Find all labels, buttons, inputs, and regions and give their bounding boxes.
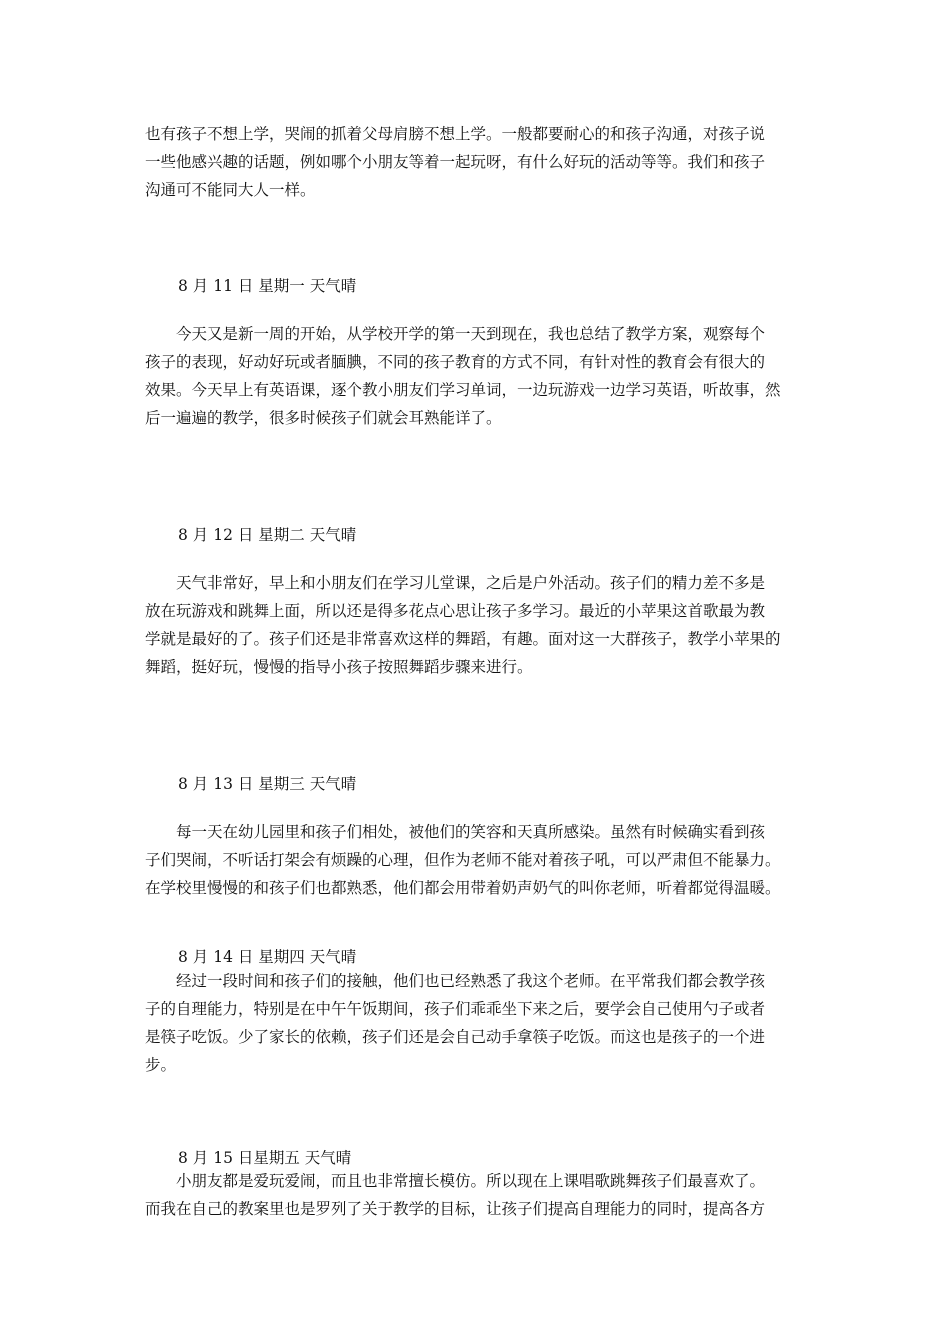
intro-paragraph: [145, 120, 815, 204]
entry-date-heading: 8 月 11 日 星期一 天气晴: [178, 277, 357, 295]
paragraph-line: 一些他感兴趣的话题，例如哪个小朋友等着一起玩呀，有什么好玩的活动等等。我们和孩子: [145, 153, 766, 171]
paragraph-line: 今天又是新一周的开始，从学校开学的第一天到现在，我也总结了教学方案，观察每个: [145, 325, 766, 343]
entry-date-heading: 8 月 15 日星期五 天气晴: [178, 1149, 352, 1167]
paragraph-line: 孩子的表现，好动好玩或者腼腆，不同的孩子教育的方式不同，有针对性的教育会有很大的: [145, 353, 766, 371]
paragraph-line: 而我在自己的教案里也是罗列了关于教学的目标，让孩子们提高自理能力的同时，提高各方: [145, 1200, 766, 1218]
paragraph-line: 后一遍遍的教学，很多时候孩子们就会耳熟能详了。: [145, 409, 502, 427]
paragraph-line: 是筷子吃饭。少了家长的依赖，孩子们还是会自己动手拿筷子吃饭。而这也是孩子的一个进: [145, 1028, 766, 1046]
paragraph-line: 经过一段时间和孩子们的接触，他们也已经熟悉了我这个老师。在平常我们都会教学孩: [145, 972, 766, 990]
paragraph-line: 子的自理能力，特别是在中午午饭期间，孩子们乖乖坐下来之后，要学会自己使用勺子或者: [145, 1000, 766, 1018]
entry-paragraph: [145, 818, 815, 902]
paragraph-line: 也有孩子不想上学，哭闹的抓着父母肩膀不想上学。一般都要耐心的和孩子沟通，对孩子说: [145, 125, 766, 143]
paragraph-line: 效果。今天早上有英语课，逐个教小朋友们学习单词，一边玩游戏一边学习英语，听故事，然: [145, 381, 781, 399]
paragraph-line: 每一天在幼儿园里和孩子们相处，被他们的笑容和天真所感染。虽然有时候确实看到孩: [145, 823, 766, 841]
paragraph-line: 步。: [145, 1056, 177, 1074]
paragraph-line: 学就是最好的了。孩子们还是非常喜欢这样的舞蹈，有趣。面对这一大群孩子，教学小苹果的: [145, 630, 781, 648]
paragraph-line: 天气非常好，早上和小朋友们在学习儿堂课，之后是户外活动。孩子们的精力差不多是: [145, 574, 766, 592]
paragraph-line: 舞蹈，挺好玩，慢慢的指导小孩子按照舞蹈步骤来进行。: [145, 658, 533, 676]
entry-date-heading: 8 月 12 日 星期二 天气晴: [178, 526, 357, 544]
entry-date-heading: 8 月 13 日 星期三 天气晴: [178, 775, 357, 793]
paragraph-line: 小朋友都是爱玩爱闹，而且也非常擅长模仿。所以现在上课唱歌跳舞孩子们最喜欢了。: [145, 1172, 766, 1190]
entry-paragraph: [145, 569, 815, 681]
paragraph-line: 放在玩游戏和跳舞上面，所以还是得多花点心思让孩子多学习。最近的小苹果这首歌最为教: [145, 602, 766, 620]
entry-paragraph: [145, 1167, 815, 1223]
entry-date-heading: 8 月 14 日 星期四 天气晴: [178, 948, 357, 966]
entry-paragraph: [145, 967, 815, 1079]
paragraph-line: 沟通可不能同大人一样。: [145, 181, 316, 199]
paragraph-line: 子们哭闹，不听话打架会有烦躁的心理，但作为老师不能对着孩子吼，可以严肃但不能暴力。: [145, 851, 781, 869]
paragraph-line: 在学校里慢慢的和孩子们也都熟悉，他们都会用带着奶声奶气的叫你老师，听着都觉得温暖。: [145, 879, 781, 897]
entry-paragraph: [145, 320, 815, 432]
